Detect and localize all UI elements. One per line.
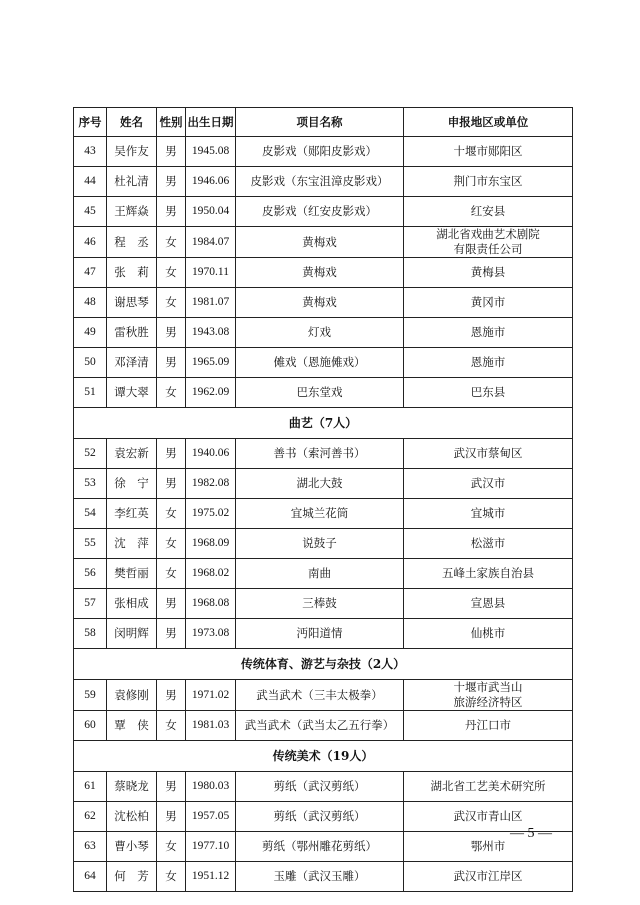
- cell-name: 程 丞: [107, 227, 157, 258]
- cell-birth-date: 1973.08: [186, 619, 236, 649]
- cell-seq: 48: [74, 288, 107, 318]
- table-row: [74, 529, 573, 559]
- cell-project-name: 武当武术（三丰太极拳）: [236, 680, 404, 711]
- cell-gender: 男: [157, 469, 186, 499]
- cell-birth-date: 1981.03: [186, 711, 236, 741]
- table-row: [74, 439, 573, 469]
- cell-seq: 44: [74, 167, 107, 197]
- cell-seq: 56: [74, 559, 107, 589]
- cell-project-name: 武当武术（武当太乙五行拳）: [236, 711, 404, 741]
- cell-region: 湖北省工艺美术研究所: [404, 772, 573, 802]
- table-row: [74, 288, 573, 318]
- cell-name: 覃 侠: [107, 711, 157, 741]
- cell-gender: 女: [157, 499, 186, 529]
- cell-gender: 女: [157, 529, 186, 559]
- cell-seq: 50: [74, 348, 107, 378]
- cell-seq: 54: [74, 499, 107, 529]
- cell-birth-date: 1971.02: [186, 680, 236, 711]
- table-row: [74, 619, 573, 649]
- cell-seq: 46: [74, 227, 107, 258]
- cell-gender: 男: [157, 137, 186, 167]
- cell-gender: 女: [157, 288, 186, 318]
- cell-gender: 女: [157, 832, 186, 862]
- cell-birth-date: 1968.02: [186, 559, 236, 589]
- cell-birth-date: 1940.06: [186, 439, 236, 469]
- cell-project-name: 皮影戏（郧阳皮影戏）: [236, 137, 404, 167]
- cell-project-name: 剪纸（武汉剪纸）: [236, 802, 404, 832]
- cell-gender: 女: [157, 862, 186, 892]
- cell-seq: 63: [74, 832, 107, 862]
- cell-region: 武汉市: [404, 469, 573, 499]
- section-header-row: [74, 741, 573, 772]
- section-title: 曲艺（7人）: [74, 408, 573, 439]
- cell-birth-date: 1977.10: [186, 832, 236, 862]
- header-gender: 性别: [157, 108, 186, 137]
- header-region: 申报地区或单位: [404, 108, 573, 137]
- cell-name: 袁宏新: [107, 439, 157, 469]
- cell-birth-date: 1950.04: [186, 197, 236, 227]
- cell-birth-date: 1951.12: [186, 862, 236, 892]
- cell-seq: 55: [74, 529, 107, 559]
- cell-seq: 58: [74, 619, 107, 649]
- cell-name: 何 芳: [107, 862, 157, 892]
- table-row: [74, 469, 573, 499]
- cell-project-name: 黄梅戏: [236, 288, 404, 318]
- cell-project-name: 湖北大鼓: [236, 469, 404, 499]
- cell-gender: 男: [157, 439, 186, 469]
- table-row: [74, 227, 573, 258]
- cell-name: 李红英: [107, 499, 157, 529]
- cell-region: 丹江口市: [404, 711, 573, 741]
- cell-name: 杜礼清: [107, 167, 157, 197]
- cell-region: 鄂州市: [404, 832, 573, 862]
- cell-gender: 男: [157, 772, 186, 802]
- cell-region: 恩施市: [404, 318, 573, 348]
- cell-birth-date: 1980.03: [186, 772, 236, 802]
- cell-gender: 女: [157, 258, 186, 288]
- cell-name: 雷秋胜: [107, 318, 157, 348]
- cell-seq: 64: [74, 862, 107, 892]
- cell-project-name: 三棒鼓: [236, 589, 404, 619]
- table-row: [74, 167, 573, 197]
- cell-name: 徐 宁: [107, 469, 157, 499]
- cell-region: 十堰市郧阳区: [404, 137, 573, 167]
- cell-birth-date: 1957.05: [186, 802, 236, 832]
- cell-birth-date: 1968.08: [186, 589, 236, 619]
- table-body: [74, 137, 573, 892]
- table-row: [74, 832, 573, 862]
- cell-gender: 男: [157, 348, 186, 378]
- cell-name: 蔡晓龙: [107, 772, 157, 802]
- cell-region: 荆门市东宝区: [404, 167, 573, 197]
- table-row: [74, 197, 573, 227]
- cell-project-name: 剪纸（武汉剪纸）: [236, 772, 404, 802]
- table-row: [74, 802, 573, 832]
- cell-name: 袁修刚: [107, 680, 157, 711]
- cell-project-name: 善书（索河善书）: [236, 439, 404, 469]
- cell-seq: 59: [74, 680, 107, 711]
- cell-project-name: 皮影戏（红安皮影戏）: [236, 197, 404, 227]
- cell-gender: 男: [157, 680, 186, 711]
- cell-project-name: 黄梅戏: [236, 258, 404, 288]
- cell-project-name: 玉雕（武汉玉雕）: [236, 862, 404, 892]
- cell-seq: 53: [74, 469, 107, 499]
- cell-birth-date: 1943.08: [186, 318, 236, 348]
- cell-name: 沈 萍: [107, 529, 157, 559]
- cell-gender: 女: [157, 227, 186, 258]
- cell-name: 曹小琴: [107, 832, 157, 862]
- cell-project-name: 傩戏（恩施傩戏）: [236, 348, 404, 378]
- cell-birth-date: 1984.07: [186, 227, 236, 258]
- cell-region: 黄梅县: [404, 258, 573, 288]
- cell-project-name: 剪纸（鄂州雕花剪纸）: [236, 832, 404, 862]
- table-row: [74, 680, 573, 711]
- cell-project-name: 沔阳道情: [236, 619, 404, 649]
- cell-project-name: 宜城兰花筒: [236, 499, 404, 529]
- inheritor-table: [73, 107, 573, 892]
- cell-project-name: 灯戏: [236, 318, 404, 348]
- cell-name: 闵明辉: [107, 619, 157, 649]
- cell-name: 谢思琴: [107, 288, 157, 318]
- table-row: [74, 862, 573, 892]
- section-header-row: [74, 649, 573, 680]
- cell-region: 巴东县: [404, 378, 573, 408]
- cell-seq: 57: [74, 589, 107, 619]
- cell-birth-date: 1981.07: [186, 288, 236, 318]
- cell-seq: 51: [74, 378, 107, 408]
- cell-region: 松滋市: [404, 529, 573, 559]
- cell-gender: 女: [157, 559, 186, 589]
- header-project-name: 项目名称: [236, 108, 404, 137]
- cell-birth-date: 1970.11: [186, 258, 236, 288]
- cell-name: 谭大翠: [107, 378, 157, 408]
- table-row: [74, 258, 573, 288]
- cell-name: 张相成: [107, 589, 157, 619]
- table-row: [74, 137, 573, 167]
- cell-project-name: 皮影戏（东宝沮漳皮影戏）: [236, 167, 404, 197]
- header-seq: 序号: [74, 108, 107, 137]
- table-row: [74, 348, 573, 378]
- table-row: [74, 499, 573, 529]
- cell-seq: 62: [74, 802, 107, 832]
- table-row: [74, 589, 573, 619]
- cell-region: 湖北省戏曲艺术剧院 有限责任公司: [404, 227, 573, 258]
- cell-seq: 52: [74, 439, 107, 469]
- cell-name: 沈松柏: [107, 802, 157, 832]
- cell-project-name: 说鼓子: [236, 529, 404, 559]
- section-title: 传统体育、游艺与杂技（2人）: [74, 649, 573, 680]
- section-header-row: [74, 408, 573, 439]
- table-row: [74, 559, 573, 589]
- cell-region: 五峰土家族自治县: [404, 559, 573, 589]
- cell-birth-date: 1962.09: [186, 378, 236, 408]
- cell-gender: 男: [157, 589, 186, 619]
- cell-gender: 男: [157, 167, 186, 197]
- table-row: [74, 378, 573, 408]
- cell-seq: 60: [74, 711, 107, 741]
- cell-project-name: 巴东堂戏: [236, 378, 404, 408]
- cell-name: 吴作友: [107, 137, 157, 167]
- table-row: [74, 772, 573, 802]
- cell-region: 红安县: [404, 197, 573, 227]
- table-row: [74, 711, 573, 741]
- cell-birth-date: 1982.08: [186, 469, 236, 499]
- cell-birth-date: 1975.02: [186, 499, 236, 529]
- cell-region: 武汉市蔡甸区: [404, 439, 573, 469]
- cell-region: 黄冈市: [404, 288, 573, 318]
- header-name: 姓名: [107, 108, 157, 137]
- cell-gender: 女: [157, 711, 186, 741]
- cell-gender: 男: [157, 619, 186, 649]
- cell-gender: 男: [157, 197, 186, 227]
- cell-name: 王辉焱: [107, 197, 157, 227]
- header-birth-date: 出生日期: [186, 108, 236, 137]
- cell-region: 宜城市: [404, 499, 573, 529]
- cell-region: 恩施市: [404, 348, 573, 378]
- cell-seq: 47: [74, 258, 107, 288]
- cell-region: 宣恩县: [404, 589, 573, 619]
- table-row: [74, 318, 573, 348]
- cell-gender: 女: [157, 378, 186, 408]
- cell-seq: 45: [74, 197, 107, 227]
- cell-name: 樊哲丽: [107, 559, 157, 589]
- cell-name: 张 莉: [107, 258, 157, 288]
- cell-project-name: 黄梅戏: [236, 227, 404, 258]
- section-title: 传统美术（19人）: [74, 741, 573, 772]
- cell-seq: 43: [74, 137, 107, 167]
- cell-birth-date: 1945.08: [186, 137, 236, 167]
- cell-seq: 61: [74, 772, 107, 802]
- cell-gender: 男: [157, 318, 186, 348]
- cell-project-name: 南曲: [236, 559, 404, 589]
- cell-region: 武汉市江岸区: [404, 862, 573, 892]
- cell-gender: 男: [157, 802, 186, 832]
- table-header-row: [74, 108, 573, 137]
- cell-birth-date: 1968.09: [186, 529, 236, 559]
- cell-region: 十堰市武当山 旅游经济特区: [404, 680, 573, 711]
- page-number: — 5 —: [510, 826, 552, 841]
- cell-seq: 49: [74, 318, 107, 348]
- cell-birth-date: 1965.09: [186, 348, 236, 378]
- cell-region: 仙桃市: [404, 619, 573, 649]
- cell-region: 武汉市青山区: [404, 802, 573, 832]
- cell-name: 邓泽清: [107, 348, 157, 378]
- cell-birth-date: 1946.06: [186, 167, 236, 197]
